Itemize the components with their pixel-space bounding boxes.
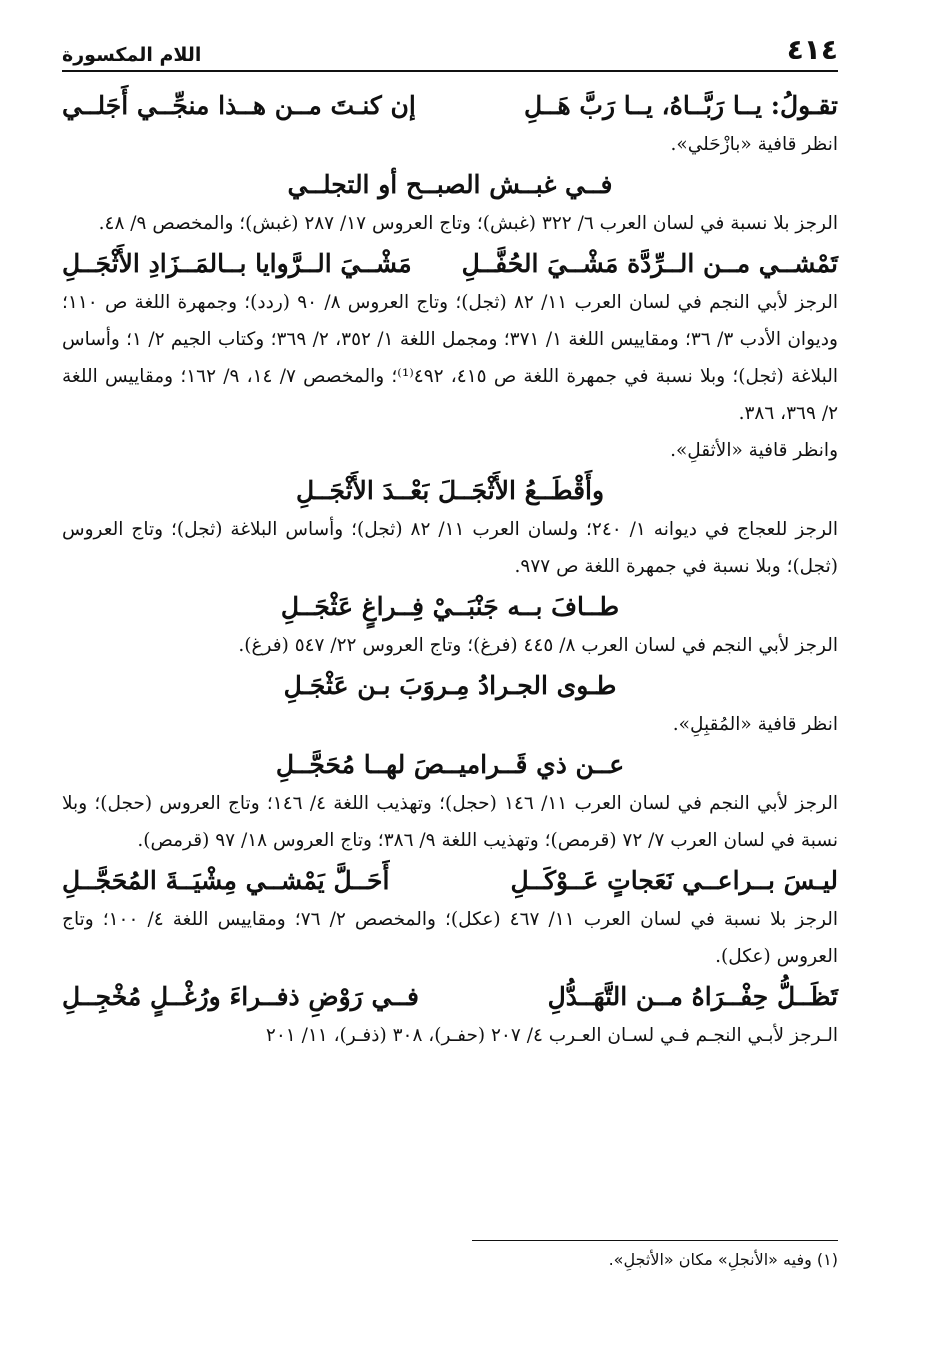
verse-line: عــن ذي قَــراميــصَ لهــا مُحَجَّــلِ — [275, 750, 625, 779]
verse-entry — [62, 86, 838, 163]
verse-entry — [62, 471, 838, 585]
reference-text: الرجز بلا نسبة في لسان العرب ٦/ ٣٢٢ (غبش)؛ وتاج العروس ١٧/ ٢٨٧ (غبش)؛ والمخصص ٩/ ٤٨. — [98, 213, 838, 234]
verse-entry — [62, 745, 838, 859]
reference-text: الرجز بلا نسبة في لسان العرب ١١/ ٤٦٧ (عكل)؛ والمخصص ٢/ ٧٦؛ ومقاييس اللغة ٤/ ١٠٠؛ وتاج العروس (عكل). — [62, 909, 838, 967]
footnote: (١) وفيه «الأنجلِ» مكان «الأثجلِ». — [608, 1250, 838, 1269]
verse-hemistich-right: تقـولُ: يــا رَبَّــاهُ، يــا رَبَّ هَــلِ — [523, 91, 838, 120]
verse-hemistich-right: تَظَــلُّ حِفْــرَاهُ مــن التَّهَــدُّلِ — [547, 982, 838, 1011]
verse-entry — [62, 977, 838, 1054]
verse-hemistich-left: إن كنـتَ مــن هــذا منجِّــي أَجَلــي — [62, 91, 416, 120]
reference-text: الـرجز لأبـي النجـم فـي لسـان العـرب ٤/ ٢٠٧ (حفـر)، ٣٠٨ (ذفـر)، ١١/ ٢٠١ — [265, 1025, 838, 1046]
page-content — [62, 30, 838, 1054]
verse-hemistich-left: مَشْــيَ الــرَّوايا بــالمَــزَادِ الأَثْجَــلِ — [62, 249, 412, 278]
verse-entry — [62, 165, 838, 242]
verse-line — [62, 977, 838, 1017]
verse-hemistich-left: أَحَــلَّ يَمْشــي مِشْيَــةَ المُحَجَّــلِ — [62, 866, 390, 895]
running-head: اللام المكسورة — [62, 44, 202, 66]
verse-hemistich-right: تَمْشــي مــن الــرِّدَّة مَشْــيَ الحُفَّــلِ — [461, 249, 838, 278]
verse-line: وأَقْطَــعُ الأَثْجَــلَ بَعْــدَ الأَثْجَــلِ — [295, 476, 605, 505]
verse-line — [62, 861, 838, 901]
verse-entry — [62, 244, 838, 469]
reference-text: الرجز للعجاج في ديوانه ١/ ٢٤٠؛ ولسان العرب ١١/ ٨٢ (ثجل)؛ وأساس البلاغة (ثجل)؛ وتاج العروس (ثجل)؛ وبلا نسبة في جمهرة اللغة ص ٩٧٧. — [62, 519, 838, 577]
verse-hemistich-right: ليـسَ بــراعــي نَعَجاتٍ عَــوْكَــلِ — [510, 866, 838, 895]
verse-entry — [62, 666, 838, 743]
main-text — [62, 86, 838, 1054]
verse-hemistich-left: فــي رَوْضِ ذفــراءَ ورُغْــلٍ مُخْجِــلِ — [62, 982, 419, 1011]
verse-line: طـوى الجـرادُ مِـروَبَ بـن عَثْجَـلِ — [283, 671, 617, 700]
reference-text: الرجز لأبي النجم في لسان العرب ١١/ ٨٢ (ثجل)؛ وتاج العروس ٨/ ٩٠ (ردد)؛ وجمهرة اللغة ص ١١٠؛ وديوان الأدب ٣/ ٣٦؛ ومقاييس اللغة ١/ ٣٧١؛ ومجمل اللغة ١/ ٣٥٢، ٢/ ٣٦٩؛ وكتاب الجيم ٢/ ١؛ وأساس البلاغة (ثجل)؛ وبلا نسبة في جمهرة اللغة ص ٤١٥، ٤٩٢⁽¹⁾؛ والمخصص ٧/ ١٤، ٩/ ١٦٢؛ ومقاييس اللغة ٢/ ٣٦٩، ٣٨٦. — [62, 292, 838, 424]
verse-line: فــي غبــش الصبــح أو التجلــي — [287, 170, 613, 199]
page-header — [62, 30, 838, 72]
reference-text: انظر قافية «بازْحَلي». — [670, 134, 838, 155]
verse-line: طــافَ بــه جَنْبَــيْ فِــراغٍ عَثْجَــلِ — [280, 592, 620, 621]
verse-entry — [62, 587, 838, 664]
reference-text: الرجز لأبي النجم في لسان العرب ٨/ ٤٤٥ (فرغ)؛ وتاج العروس ٢٢/ ٥٤٧ (فرغ). — [238, 635, 838, 656]
reference-text: وانظر قافية «الأثقلِ». — [670, 440, 838, 461]
reference-text: انظر قافية «المُقبِلِ». — [672, 714, 838, 735]
reference-text: الرجز لأبي النجم في لسان العرب ١١/ ١٤٦ (حجل)؛ وتهذيب اللغة ٤/ ١٤٦؛ وتاج العروس (حجل)؛ وبلا نسبة في لسان العرب ٧/ ٧٢ (قرمص)؛ وتهذيب اللغة ٩/ ٣٨٦؛ وتاج العروس ١٨/ ٩٧ (قرمص). — [62, 793, 838, 851]
verse-line — [62, 86, 838, 126]
page-number: ٤١٤ — [786, 33, 838, 66]
footnote-separator — [472, 1240, 838, 1241]
verse-line — [62, 244, 838, 284]
verse-entry — [62, 861, 838, 975]
